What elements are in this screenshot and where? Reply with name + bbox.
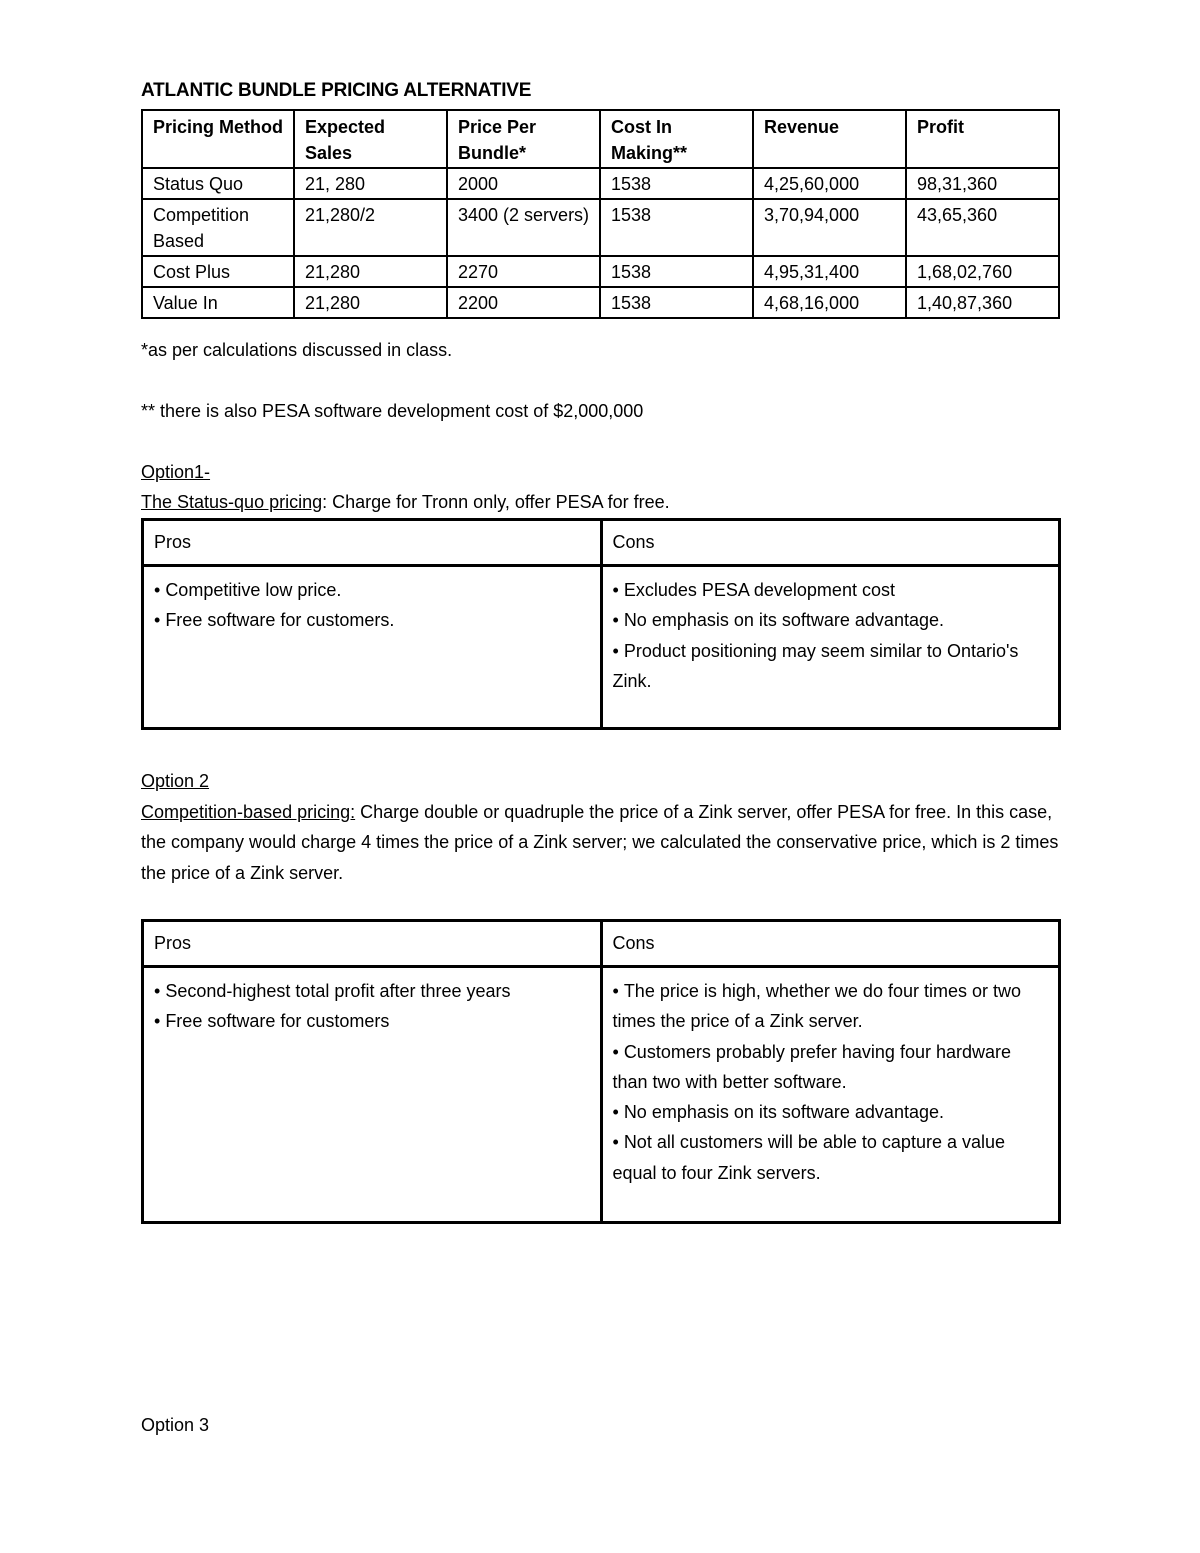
pros-cell: [143, 566, 602, 729]
table-cell: 4,95,31,400: [753, 256, 906, 287]
table-cell: Cost Plus: [142, 256, 294, 287]
table-cell: Status Quo: [142, 168, 294, 199]
col-header-revenue: Revenue: [753, 110, 906, 168]
table-cell: 21,280: [294, 256, 447, 287]
cons-list: [613, 575, 1049, 696]
option2-heading: Option 2: [141, 771, 210, 791]
pros-list: [154, 575, 590, 636]
option1-pros-cons-table: [141, 518, 1061, 730]
list-item: • Not all customers will be able to capture a value equal to four Zink servers.: [613, 1127, 1049, 1188]
col-header-cost-in-making: Cost In Making**: [600, 110, 753, 168]
list-item: • No emphasis on its software advantage.: [613, 1097, 1049, 1127]
table-cell: 2270: [447, 256, 600, 287]
option1-description: [141, 487, 670, 517]
table-cell: 1538: [600, 256, 753, 287]
table-cell: 1538: [600, 199, 753, 256]
list-item: • Excludes PESA development cost: [613, 575, 1049, 605]
pricing-table-header-row: [142, 110, 1059, 168]
list-item: • Second-highest total profit after three years: [154, 976, 590, 1006]
option2-desc-text: Charge double or quadruple the price of a Zink server, offer PESA for free. In this case, the company would charge 4 times the price of a Zink server; we calculated the conservative price, which is 2 times the price of a Zink server.: [141, 802, 1059, 883]
table-cell: 2200: [447, 287, 600, 318]
table-row: [142, 287, 1059, 318]
option3-heading: Option 3: [141, 1415, 210, 1435]
option1-heading: Option1-: [141, 462, 211, 482]
option2-description: [141, 797, 1061, 888]
list-item: • Product positioning may seem similar to Ontario's Zink.: [613, 636, 1049, 697]
table-cell: 21, 280: [294, 168, 447, 199]
pricing-table: [141, 109, 1060, 319]
option1-lead: The Status-quo pricing: [141, 492, 323, 512]
list-item: • Competitive low price.: [154, 575, 590, 605]
cons-cell: [601, 566, 1060, 729]
table-cell: 43,65,360: [906, 199, 1059, 256]
table-cell: 3400 (2 servers): [447, 199, 600, 256]
option2-pros-cons-table: [141, 919, 1061, 1224]
cons-header: Cons: [601, 921, 1060, 967]
table-cell: 1,68,02,760: [906, 256, 1059, 287]
table-cell: Competition Based: [142, 199, 294, 256]
table-row: [142, 199, 1059, 256]
option1-desc-text: : Charge for Tronn only, offer PESA for free.: [322, 492, 670, 512]
list-item: • Free software for customers.: [154, 605, 590, 635]
footnote-cost: ** there is also PESA software development cost of $2,000,000: [141, 401, 644, 421]
table-cell: 4,68,16,000: [753, 287, 906, 318]
cons-cell: [601, 967, 1060, 1223]
cons-header: Cons: [601, 520, 1060, 566]
table-cell: 2000: [447, 168, 600, 199]
footnote-price: *as per calculations discussed in class.: [141, 340, 453, 360]
table-cell: 1538: [600, 168, 753, 199]
option2-lead: Competition-based pricing:: [141, 802, 356, 822]
col-header-profit: Profit: [906, 110, 1059, 168]
list-item: • Free software for customers: [154, 1006, 590, 1036]
table-cell: 98,31,360: [906, 168, 1059, 199]
list-item: • No emphasis on its software advantage.: [613, 605, 1049, 635]
table-cell: Value In: [142, 287, 294, 318]
cons-list: [613, 976, 1049, 1188]
pros-header: Pros: [143, 520, 602, 566]
table-cell: 3,70,94,000: [753, 199, 906, 256]
table-cell: 1,40,87,360: [906, 287, 1059, 318]
pros-cell: [143, 967, 602, 1223]
table-row: [142, 256, 1059, 287]
table-cell: 21,280: [294, 287, 447, 318]
table-row: [142, 168, 1059, 199]
col-header-pricing-method: Pricing Method: [142, 110, 294, 168]
page-title: ATLANTIC BUNDLE PRICING ALTERNATIVE: [141, 80, 532, 101]
pros-header: Pros: [143, 921, 602, 967]
pros-list: [154, 976, 590, 1037]
table-cell: 4,25,60,000: [753, 168, 906, 199]
table-cell: 21,280/2: [294, 199, 447, 256]
table-cell: 1538: [600, 287, 753, 318]
col-header-expected-sales: Expected Sales: [294, 110, 447, 168]
col-header-price-per-bundle: Price Per Bundle*: [447, 110, 600, 168]
list-item: • Customers probably prefer having four hardware than two with better software.: [613, 1037, 1049, 1098]
list-item: • The price is high, whether we do four times or two times the price of a Zink server.: [613, 976, 1049, 1037]
